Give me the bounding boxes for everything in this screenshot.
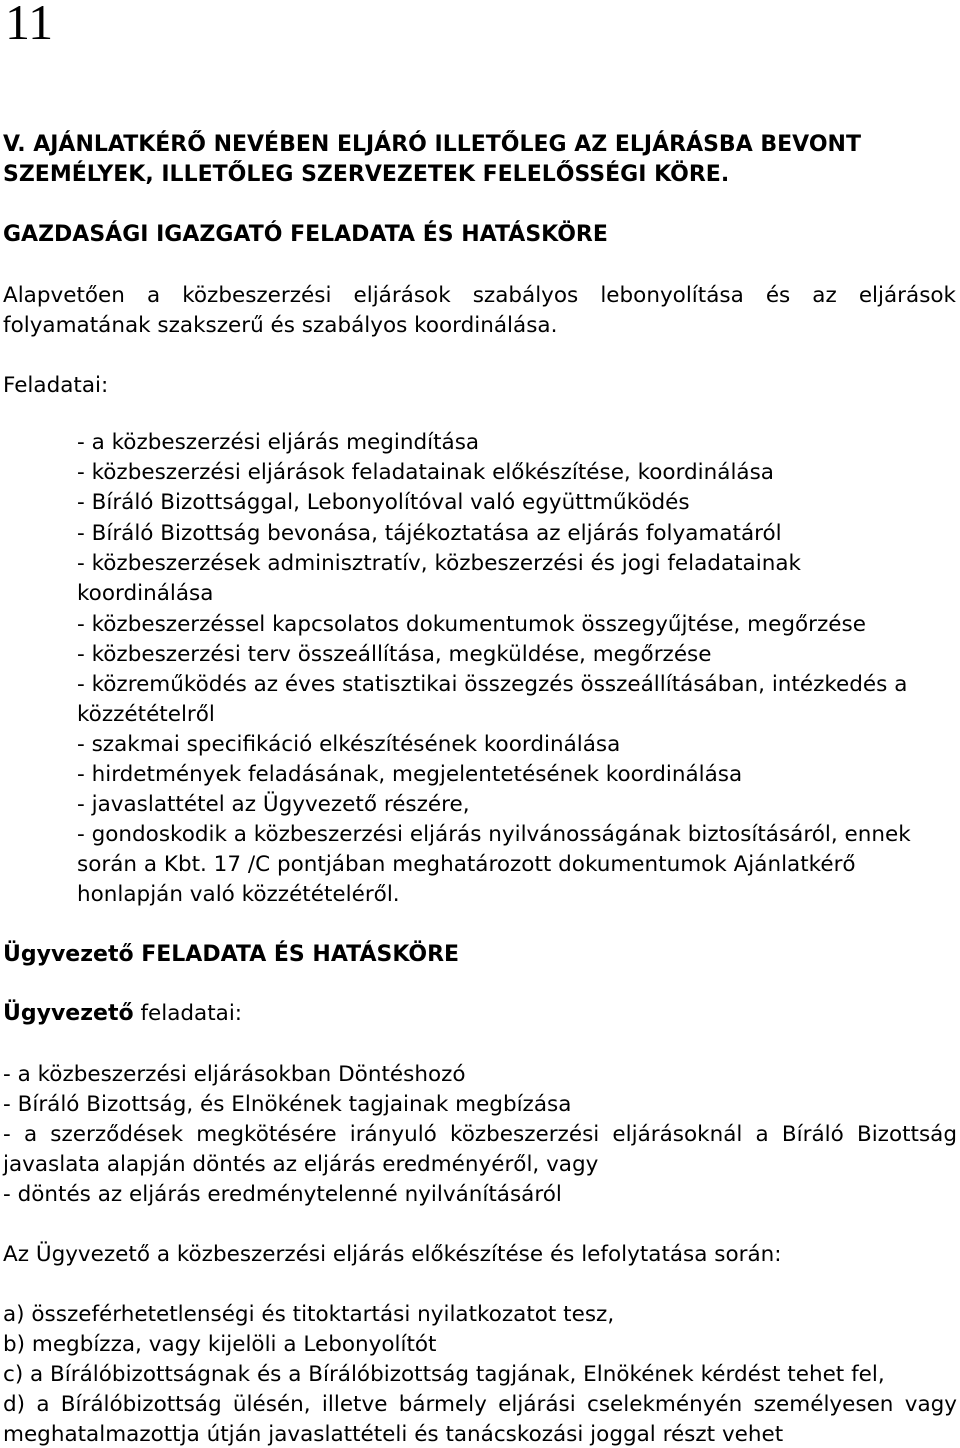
task-line: - Bíráló Bizottság bevonása, tájékoztatása az eljárás folyamatáról xyxy=(77,521,782,546)
task-line: - Bíráló Bizottsággal, Lebonyolítóval való együttműködés xyxy=(77,490,690,515)
task-line: - közbeszerzési terv összeállítása, megküldése, megőrzése xyxy=(77,642,712,667)
duty-line: - döntés az eljárás eredménytelenné nyilvánításáról xyxy=(3,1182,562,1207)
duty-line: - Bíráló Bizottság, és Elnökének tagjainak megbízása xyxy=(3,1092,572,1117)
section-heading-line: V. AJÁNLATKÉRŐ NEVÉBEN ELJÁRÓ ILLETŐLEG AZ ELJÁRÁSBA BEVONT xyxy=(3,132,861,157)
task-line: - szakmai specifikáció elkészítésének koordinálása xyxy=(77,732,621,757)
duty-line: - a közbeszerzési eljárásokban Döntéshozó xyxy=(3,1062,466,1087)
task-line: - a közbeszerzési eljárás megindítása xyxy=(77,430,480,455)
procedure-line: a) összeférhetetlenségi és titoktartási nyilatkozatot tesz, xyxy=(3,1302,615,1327)
task-line: közzétételről xyxy=(77,702,215,727)
procedure-line: d) a Bírálóbizottság ülésén, illetve bármely eljárási cselekményén személyesen vagy xyxy=(3,1392,957,1417)
procedure-line: b) megbízza, vagy kijelöli a Lebonyolítót xyxy=(3,1332,437,1357)
procedure-intro: Az Ügyvezető a közbeszerzési eljárás előkészítése és lefolytatása során: xyxy=(3,1242,782,1267)
managing-director-heading: Ügyvezető FELADATA ÉS HATÁSKÖRE xyxy=(3,942,460,967)
task-line: honlapján való közzétételéről. xyxy=(77,882,400,907)
task-line: - közbeszerzések adminisztratív, közbeszerzési és jogi feladatainak xyxy=(77,551,801,576)
section-heading-line: SZEMÉLYEK, ILLETŐLEG SZERVEZETEK FELELŐSSÉGI KÖRE. xyxy=(3,162,730,187)
task-line: - közreműködés az éves statisztikai összegzés összeállításában, intézkedés a xyxy=(77,672,908,697)
managing-director-tasks-label xyxy=(3,1001,242,1027)
task-line: - gondoskodik a közbeszerzési eljárás nyilvánosságának biztosításáról, ennek xyxy=(77,822,911,847)
duty-line: javaslata alapján döntés az eljárás eredményéről, vagy xyxy=(3,1152,599,1177)
task-line: - javaslattétel az Ügyvezető részére, xyxy=(77,792,470,817)
summary-line: folyamatának szakszerű és szabályos koordinálása. xyxy=(3,313,558,338)
tasks-label: Feladatai: xyxy=(3,373,109,398)
page-number: 11 xyxy=(5,0,54,50)
task-line: során a Kbt. 17 /C pontjában meghatározott dokumentumok Ajánlatkérő xyxy=(77,852,856,877)
procedure-line: c) a Bírálóbizottságnak és a Bírálóbizottság tagjának, Elnökének kérdést tehet fel, xyxy=(3,1362,885,1387)
procedure-line: meghatalmazottja útján javaslattételi és tanácskozási joggal részt vehet xyxy=(3,1422,784,1447)
task-line: - közbeszerzéssel kapcsolatos dokumentumok összegyűjtése, megőrzése xyxy=(77,612,866,637)
task-line: koordinálása xyxy=(77,581,214,606)
economic-director-heading: GAZDASÁGI IGAZGATÓ FELADATA ÉS HATÁSKÖRE xyxy=(3,222,608,247)
task-line: - hirdetmények feladásának, megjelentetésének koordinálása xyxy=(77,762,743,787)
tasks-label-bold: Ügyvezető xyxy=(3,1001,134,1026)
task-line: - közbeszerzési eljárások feladatainak előkészítése, koordinálása xyxy=(77,460,774,485)
tasks-label-rest: feladatai: xyxy=(140,1001,243,1026)
duty-line: - a szerződések megkötésére irányuló közbeszerzési eljárásoknál a Bíráló Bizottság xyxy=(3,1122,957,1147)
summary-line: Alapvetően a közbeszerzési eljárások szabályos lebonyolítása és az eljárások xyxy=(3,283,956,308)
